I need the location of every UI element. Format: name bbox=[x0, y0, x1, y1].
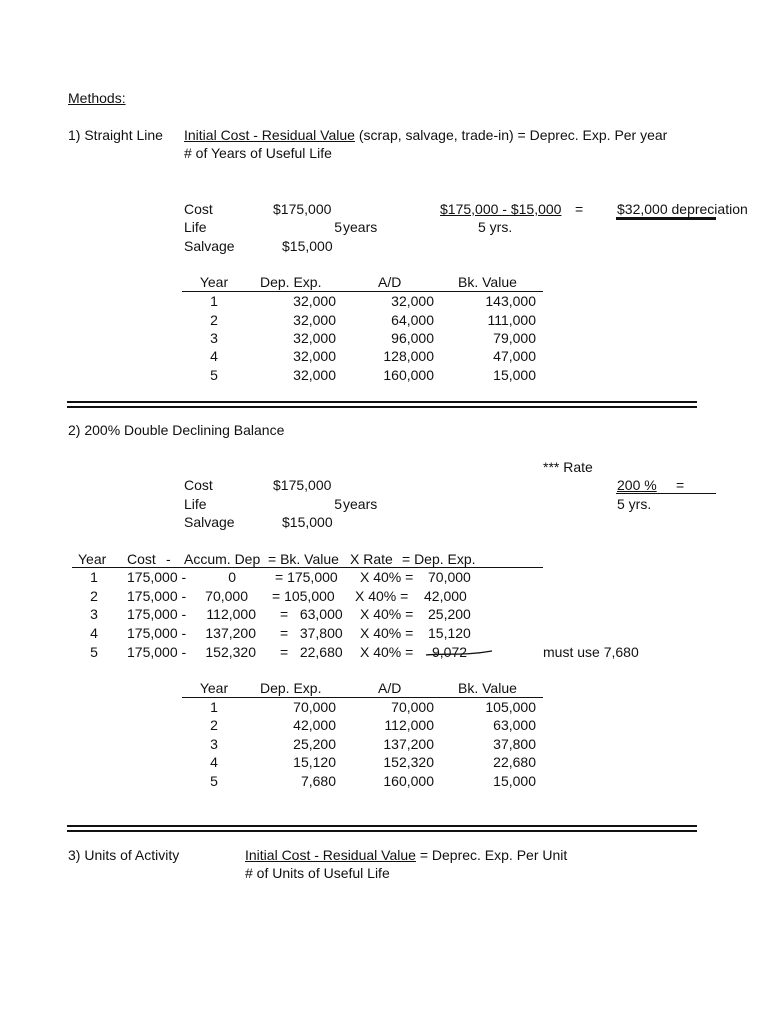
cell-dep-exp: 32,000 bbox=[293, 367, 336, 383]
calc-equals: = bbox=[575, 201, 584, 217]
calc-year: 2 bbox=[90, 588, 98, 604]
calc-bk-value: = 175,000 bbox=[275, 569, 338, 585]
calc-header-cost: Cost bbox=[127, 551, 156, 567]
cell-year: 4 bbox=[210, 348, 218, 364]
calc-header-bk-value: = Bk. Value bbox=[268, 551, 339, 567]
life-value: 5 bbox=[334, 219, 342, 235]
cell-dep-exp: 70,000 bbox=[293, 699, 336, 715]
rate-denominator: 5 yrs. bbox=[617, 496, 652, 512]
section-divider bbox=[67, 401, 697, 408]
cell-bk-value: 111,000 bbox=[487, 312, 536, 328]
rate-label: *** Rate bbox=[543, 459, 593, 475]
units-formula bbox=[245, 847, 567, 863]
calc-header-accum: Accum. Dep bbox=[184, 551, 261, 567]
cell-ad: 152,320 bbox=[383, 754, 434, 770]
calc-rate: X 40% = bbox=[360, 606, 414, 622]
cell-bk-value: 15,000 bbox=[493, 773, 536, 789]
cell-ad: 112,000 bbox=[384, 717, 434, 733]
cell-dep-exp: 32,000 bbox=[293, 293, 336, 309]
cell-bk-value: 22,680 bbox=[493, 754, 536, 770]
calc-header-rate: X Rate bbox=[350, 551, 393, 567]
table-header-bk-value: Bk. Value bbox=[458, 680, 517, 696]
calc-cost: 175,000 - bbox=[127, 588, 187, 604]
table-header-dep-exp: Dep. Exp. bbox=[260, 274, 322, 290]
cell-year: 4 bbox=[210, 754, 218, 770]
cell-bk-value: 63,000 bbox=[493, 717, 536, 733]
cell-bk-value: 79,000 bbox=[493, 330, 536, 346]
calc-year: 1 bbox=[90, 569, 98, 585]
cell-bk-value: 105,000 bbox=[485, 699, 536, 715]
cell-ad: 64,000 bbox=[391, 312, 434, 328]
calc-result: $32,000 depreciation bbox=[617, 201, 748, 217]
cell-year: 3 bbox=[210, 736, 218, 752]
cell-dep-exp: 15,120 bbox=[293, 754, 336, 770]
cell-ad: 137,200 bbox=[383, 736, 434, 752]
calc-header-dep: = Dep. Exp. bbox=[402, 551, 476, 567]
calc-year: 4 bbox=[90, 625, 98, 641]
salvage-value: $15,000 bbox=[282, 238, 333, 254]
cell-year: 2 bbox=[210, 312, 218, 328]
formula-suffix: (scrap, salvage, trade-in) = Deprec. Exp. Per year bbox=[358, 127, 668, 143]
calc-cost: 175,000 - bbox=[127, 569, 187, 585]
calc-dep: 15,120 bbox=[428, 625, 471, 641]
life-label: Life bbox=[184, 496, 207, 512]
cell-ad: 70,000 bbox=[391, 699, 434, 715]
units-label: 3) Units of Activity bbox=[68, 847, 180, 863]
calc-cost: 175,000 - bbox=[127, 644, 187, 660]
calc-cost: 175,000 - bbox=[127, 606, 187, 622]
cell-ad: 160,000 bbox=[383, 367, 434, 383]
calc-accum: 112,000 bbox=[206, 606, 256, 622]
calc-header-year: Year bbox=[78, 551, 107, 567]
table-header-year: Year bbox=[199, 680, 229, 696]
calc-rate: X 40% = bbox=[355, 588, 409, 604]
salvage-label: Salvage bbox=[184, 238, 235, 254]
cell-dep-exp: 7,680 bbox=[300, 773, 336, 789]
life-label: Life bbox=[184, 219, 207, 235]
cost-value: $175,000 bbox=[273, 201, 332, 217]
section-divider bbox=[67, 825, 697, 832]
calc-dep: 70,000 bbox=[428, 569, 471, 585]
calc-accum: 152,320 bbox=[205, 644, 256, 660]
straight-line-label: 1) Straight Line bbox=[68, 127, 163, 143]
life-value: 5 bbox=[334, 496, 342, 512]
cost-value: $175,000 bbox=[273, 477, 332, 493]
table-header-year: Year bbox=[199, 274, 229, 290]
cost-label: Cost bbox=[184, 201, 213, 217]
calc-header-minus: - bbox=[166, 551, 171, 567]
cell-year: 3 bbox=[210, 330, 218, 346]
cell-year: 1 bbox=[210, 699, 218, 715]
cell-ad: 160,000 bbox=[383, 773, 434, 789]
rate-numerator: 200 % bbox=[617, 477, 657, 493]
calc-rate: X 40% = bbox=[360, 625, 414, 641]
formula-denominator: # of Years of Useful Life bbox=[184, 145, 332, 161]
straight-line-formula bbox=[184, 127, 667, 143]
cell-bk-value: 47,000 bbox=[493, 348, 536, 364]
cell-bk-value: 15,000 bbox=[493, 367, 536, 383]
cell-dep-exp: 42,000 bbox=[293, 717, 336, 733]
calc-bk-value: = 37,800 bbox=[280, 625, 343, 641]
cell-year: 5 bbox=[210, 773, 218, 789]
calc-dep-crossed-out: 9,072 bbox=[432, 644, 468, 660]
life-unit: years bbox=[343, 219, 378, 235]
calc-header-rule bbox=[72, 567, 543, 568]
table-header-rule bbox=[182, 291, 543, 292]
table-header-ad: A/D bbox=[378, 274, 402, 290]
calc-bk-value: = 105,000 bbox=[272, 588, 335, 604]
calc-rate: X 40% = bbox=[360, 644, 414, 660]
calc-numerator: $175,000 - $15,000 bbox=[440, 201, 562, 217]
table-header-bk-value: Bk. Value bbox=[458, 274, 517, 290]
cell-year: 5 bbox=[210, 367, 218, 383]
cell-year: 1 bbox=[210, 293, 218, 309]
ddb-note: must use 7,680 bbox=[543, 644, 639, 660]
cell-dep-exp: 25,200 bbox=[293, 736, 336, 752]
cell-ad: 32,000 bbox=[391, 293, 434, 309]
cell-ad: 96,000 bbox=[391, 330, 434, 346]
cell-bk-value: 37,800 bbox=[493, 736, 536, 752]
formula-suffix: = Deprec. Exp. Per Unit bbox=[419, 847, 568, 863]
formula-numerator: Initial Cost - Residual Value bbox=[245, 847, 416, 863]
cell-dep-exp: 32,000 bbox=[293, 330, 336, 346]
cell-dep-exp: 32,000 bbox=[293, 348, 336, 364]
result-double-underline bbox=[616, 217, 716, 220]
calc-dep: 25,200 bbox=[428, 606, 471, 622]
ddb-label: 2) 200% Double Declining Balance bbox=[68, 422, 285, 438]
calc-bk-value: = 63,000 bbox=[280, 606, 343, 622]
calc-accum: 137,200 bbox=[205, 625, 256, 641]
table-header-dep-exp: Dep. Exp. bbox=[260, 680, 322, 696]
strikethrough-mark bbox=[424, 646, 494, 660]
rate-fraction-rule bbox=[616, 493, 716, 494]
calc-rate: X 40% = bbox=[360, 569, 414, 585]
salvage-label: Salvage bbox=[184, 514, 235, 530]
calc-denominator: 5 yrs. bbox=[478, 219, 513, 235]
cell-dep-exp: 32,000 bbox=[293, 312, 336, 328]
calc-year: 5 bbox=[90, 644, 98, 660]
calc-bk-value: = 22,680 bbox=[280, 644, 343, 660]
calc-accum: 70,000 bbox=[205, 588, 248, 604]
methods-heading: Methods: bbox=[68, 90, 126, 106]
calc-year: 3 bbox=[90, 606, 98, 622]
rate-equals: = bbox=[676, 477, 685, 493]
cell-bk-value: 143,000 bbox=[485, 293, 536, 309]
cell-ad: 128,000 bbox=[383, 348, 434, 364]
cell-year: 2 bbox=[210, 717, 218, 733]
formula-numerator: Initial Cost - Residual Value bbox=[184, 127, 355, 143]
calc-dep: 42,000 bbox=[424, 588, 467, 604]
calc-cost: 175,000 - bbox=[127, 625, 187, 641]
calc-accum: 0 bbox=[228, 569, 236, 585]
table-header-rule bbox=[182, 697, 543, 698]
cost-label: Cost bbox=[184, 477, 213, 493]
formula-denominator: # of Units of Useful Life bbox=[245, 865, 390, 881]
salvage-value: $15,000 bbox=[282, 514, 333, 530]
table-header-ad: A/D bbox=[378, 680, 402, 696]
life-unit: years bbox=[343, 496, 378, 512]
